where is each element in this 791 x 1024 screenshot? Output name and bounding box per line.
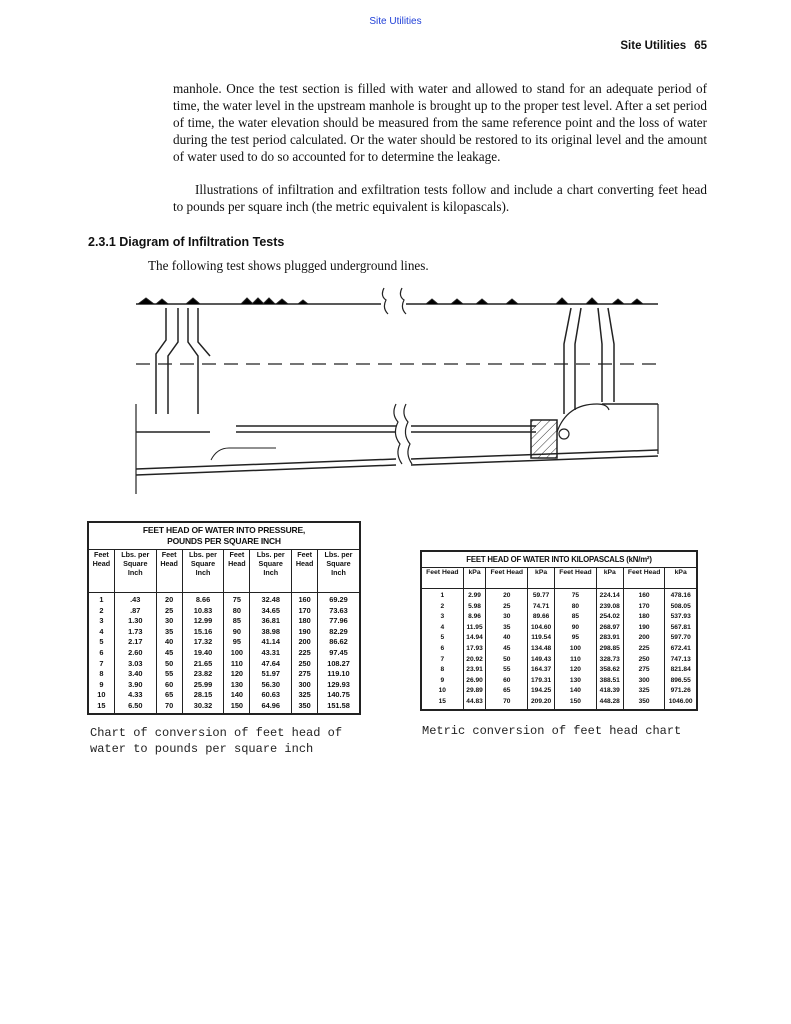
kpa-head-value: 4 <box>440 623 445 631</box>
psi-head-value: 3 <box>99 616 104 626</box>
kpa-value-value: 59.77 <box>532 592 550 599</box>
kpa-value-value: 14.94 <box>466 634 483 642</box>
psi-value-value: 56.30 <box>261 679 280 689</box>
kpa-value-value: 971.26 <box>670 687 691 695</box>
psi-head-value: 60 <box>165 679 174 689</box>
psi-head-value: 110 <box>230 658 243 668</box>
psi-head-value: 25 <box>165 605 174 615</box>
psi-value-value: 32.48 <box>261 595 280 604</box>
kpa-conversion-table <box>420 550 698 711</box>
kpa-head-value: 6 <box>440 644 445 652</box>
psi-head-col-1: Feet Head <box>88 550 114 593</box>
running-header <box>620 40 707 52</box>
kpa-head-value: 275 <box>638 666 650 674</box>
psi-value-value: 43.31 <box>261 647 280 657</box>
kpa-value-value: 298.85 <box>599 644 620 652</box>
kpa-head-col-3: Feet Head <box>555 568 597 589</box>
kpa-head-value: 140 <box>569 687 581 695</box>
psi-value-col-2: Lbs. per Square Inch <box>182 550 224 593</box>
psi-value-value: 82.29 <box>329 626 348 636</box>
break-lines <box>382 288 412 464</box>
psi-head-value: 100 <box>230 647 244 657</box>
psi-head-value: 130 <box>230 679 244 689</box>
kpa-head-value: 300 <box>638 676 650 684</box>
kpa-value-value: 29.89 <box>466 687 483 695</box>
kpa-head-value: 9 <box>440 676 445 684</box>
kpa-head-value: 180 <box>638 613 650 621</box>
psi-table-body-row <box>88 593 360 714</box>
psi-value-value: 10.83 <box>193 605 213 615</box>
test-plug <box>531 420 557 458</box>
psi-value-value: 8.66 <box>195 595 211 604</box>
kpa-value-value: 388.51 <box>599 676 620 684</box>
kpa-value-value: 11.95 <box>466 623 483 631</box>
psi-value-value: 21.65 <box>193 658 213 668</box>
psi-value-value: 97.45 <box>329 647 348 657</box>
kpa-value-value: 358.62 <box>599 666 620 674</box>
psi-value-value: 15.16 <box>193 626 213 636</box>
pipe-water <box>211 448 276 460</box>
kpa-head-col-2: Feet Head <box>486 568 528 589</box>
kpa-value-value: 821.84 <box>670 666 691 674</box>
psi-head-cell-4 <box>292 593 318 714</box>
psi-value-value: 73.63 <box>329 605 348 615</box>
psi-value-value: 25.99 <box>193 679 213 689</box>
top-link-site-utilities[interactable]: Site Utilities <box>369 16 422 27</box>
kpa-head-value: 80 <box>571 602 580 610</box>
kpa-head-value: 8 <box>440 666 445 674</box>
page-number: 65 <box>694 40 707 52</box>
psi-head-value: 30 <box>165 616 174 626</box>
psi-head-value: 120 <box>230 669 244 679</box>
psi-head-value: 55 <box>165 669 174 679</box>
psi-head-value: 170 <box>298 605 311 615</box>
kpa-head-value: 325 <box>638 687 650 695</box>
kpa-value-value: 194.25 <box>531 687 552 695</box>
psi-value-col-1: Lbs. per Square Inch <box>114 550 156 593</box>
kpa-table-header-row <box>421 568 697 589</box>
kpa-head-value: 225 <box>638 644 650 652</box>
kpa-value-value: 17.93 <box>466 644 483 652</box>
kpa-value-value: 134.48 <box>531 644 552 652</box>
kpa-head-value: 190 <box>638 623 650 631</box>
kpa-value-value: 418.39 <box>599 687 620 695</box>
upstream-manhole <box>156 308 210 414</box>
psi-head-value: 6 <box>99 647 104 657</box>
psi-value-cell-1 <box>114 593 156 714</box>
psi-value-value: 34.65 <box>261 605 280 615</box>
psi-head-value: 95 <box>232 637 241 647</box>
kpa-value-value: 119.54 <box>531 634 551 642</box>
kpa-value-value: 672.41 <box>670 644 691 652</box>
kpa-head-value: 35 <box>503 623 511 631</box>
psi-value-value: 6.50 <box>128 700 143 710</box>
kpa-head-value: 7 <box>440 655 445 663</box>
kpa-value-cell-3 <box>596 589 623 710</box>
psi-head-col-3: Feet Head <box>224 550 250 593</box>
psi-head-value: 1 <box>99 595 104 604</box>
kpa-head-value: 120 <box>569 666 581 674</box>
psi-value-value: 69.29 <box>329 595 348 604</box>
kpa-head-cell-1 <box>421 589 463 710</box>
kpa-value-value: 224.14 <box>599 592 620 599</box>
kpa-head-cell-2 <box>486 589 528 710</box>
kpa-head-value: 55 <box>503 666 511 674</box>
kpa-head-value: 350 <box>638 697 650 705</box>
kpa-value-col-2: kPa <box>528 568 555 589</box>
psi-value-value: .43 <box>130 595 141 604</box>
test-hose <box>557 404 609 432</box>
psi-value-cell-2 <box>182 593 224 714</box>
psi-head-value: 300 <box>298 679 311 689</box>
psi-value-value: 151.58 <box>327 700 350 710</box>
psi-conversion-table <box>87 521 361 715</box>
kpa-head-value: 2 <box>440 602 445 610</box>
kpa-head-value: 10 <box>438 687 446 695</box>
psi-head-value: 65 <box>165 690 174 700</box>
psi-value-value: 30.32 <box>193 700 213 710</box>
kpa-value-cell-4 <box>665 589 697 710</box>
paragraph-2: Illustrations of infiltration and exfiltration tests follow and include a chart converting feet head to pounds per square inch (the metric equivalent is kilopascals). <box>173 182 707 214</box>
psi-value-value: 38.98 <box>261 626 280 636</box>
kpa-head-value: 85 <box>571 613 580 621</box>
psi-value-value: 17.32 <box>193 637 213 647</box>
kpa-value-value: 239.08 <box>599 602 620 610</box>
psi-value-value: 41.14 <box>261 637 280 647</box>
kpa-head-value: 45 <box>503 644 511 652</box>
psi-value-col-4: Lbs. per Square Inch <box>318 550 360 593</box>
psi-value-value: 36.81 <box>261 616 280 626</box>
kpa-value-value: 747.13 <box>670 655 691 663</box>
kpa-head-value: 200 <box>638 634 650 642</box>
kpa-head-value: 15 <box>438 697 446 705</box>
psi-value-value: 2.17 <box>128 637 143 647</box>
psi-value-value: 64.96 <box>261 700 280 710</box>
kpa-value-value: 537.93 <box>670 613 691 621</box>
kpa-head-value: 150 <box>569 697 581 705</box>
psi-head-value: 20 <box>165 595 174 604</box>
kpa-head-value: 95 <box>571 634 580 642</box>
psi-value-value: 12.99 <box>193 616 213 626</box>
psi-head-value: 150 <box>230 700 244 710</box>
psi-head-value: 9 <box>99 679 104 689</box>
psi-head-value: 190 <box>298 626 311 636</box>
kpa-head-value: 3 <box>440 613 445 621</box>
paragraph-1: manhole. Once the test section is filled with water and allowed to stand for an adequate period of time, the water level in the upstream manhole is brought up to the proper test level. After a set period of time, the water elevation should be measured from the same reference point and the loss of water during the test period calculated. Or the water should be restored to its original level and the amount of water used to do so accounted for to determine the leakage. <box>173 81 707 164</box>
kpa-head-value: 70 <box>503 697 511 705</box>
psi-value-value: 1.30 <box>128 616 143 626</box>
kpa-value-value: 23.91 <box>466 666 483 674</box>
psi-head-value: 35 <box>165 626 174 636</box>
psi-table-header-row <box>88 550 360 593</box>
psi-value-value: .87 <box>130 605 141 615</box>
kpa-head-value: 20 <box>503 592 511 599</box>
kpa-head-value: 160 <box>638 592 650 599</box>
psi-head-value: 160 <box>298 595 311 604</box>
kpa-value-value: 20.92 <box>466 655 483 663</box>
psi-value-col-3: Lbs. per Square Inch <box>250 550 292 593</box>
psi-head-value: 200 <box>298 637 311 647</box>
psi-value-value: 23.82 <box>193 669 213 679</box>
kpa-head-value: 250 <box>638 655 650 663</box>
psi-value-value: 19.40 <box>193 647 213 657</box>
psi-head-value: 50 <box>165 658 174 668</box>
kpa-value-value: 283.91 <box>599 634 620 642</box>
kpa-value-value: 508.05 <box>670 602 691 610</box>
infiltration-test-diagram <box>126 284 666 496</box>
kpa-head-value: 75 <box>571 592 580 599</box>
kpa-value-value: 254.02 <box>599 613 620 621</box>
downstream-manhole <box>564 308 614 414</box>
psi-value-cell-4 <box>318 593 360 714</box>
running-title: Site Utilities <box>620 40 687 52</box>
kpa-value-col-4: kPa <box>665 568 697 589</box>
psi-head-cell-2 <box>156 593 182 714</box>
kpa-value-value: 44.83 <box>466 697 483 705</box>
kpa-head-value: 100 <box>569 644 581 652</box>
psi-table-title: FEET HEAD OF WATER INTO PRESSURE, POUNDS PER SQUARE INCH <box>88 522 360 550</box>
kpa-head-value: 40 <box>503 634 511 642</box>
kpa-value-cell-2 <box>528 589 555 710</box>
kpa-head-col-1: Feet Head <box>421 568 463 589</box>
psi-head-value: 10 <box>97 690 106 700</box>
kpa-table-caption: Metric conversion of feet head chart <box>422 724 682 738</box>
soil-marks <box>138 298 643 304</box>
psi-value-value: 28.15 <box>193 690 213 700</box>
psi-value-value: 108.27 <box>327 658 350 668</box>
psi-head-value: 4 <box>99 626 104 636</box>
psi-value-value: 3.90 <box>128 679 143 689</box>
kpa-head-value: 60 <box>503 676 511 684</box>
kpa-head-cell-4 <box>623 589 665 710</box>
kpa-table-body-row <box>421 589 697 710</box>
psi-value-value: 4.33 <box>128 690 143 700</box>
kpa-value-value: 567.81 <box>670 623 691 631</box>
kpa-head-value: 90 <box>571 623 580 631</box>
section-intro: The following test shows plugged underground lines. <box>148 258 429 273</box>
psi-head-value: 250 <box>298 658 311 668</box>
kpa-value-value: 179.31 <box>531 676 552 684</box>
kpa-value-value: 74.71 <box>532 602 550 610</box>
psi-head-value: 75 <box>232 595 241 604</box>
kpa-table-title: FEET HEAD OF WATER INTO KILOPASCALS (kN/m²) <box>421 551 697 568</box>
kpa-value-value: 268.97 <box>599 623 620 631</box>
psi-value-cell-3 <box>250 593 292 714</box>
kpa-value-value: 209.20 <box>531 697 552 705</box>
kpa-value-value: 478.16 <box>670 592 691 599</box>
kpa-value-col-1: kPa <box>463 568 486 589</box>
psi-head-value: 85 <box>232 616 241 626</box>
psi-head-value: 5 <box>99 637 104 647</box>
psi-head-value: 225 <box>298 647 311 657</box>
kpa-value-value: 2.99 <box>468 592 481 599</box>
kpa-value-value: 8.96 <box>468 613 481 621</box>
kpa-head-value: 50 <box>503 655 511 663</box>
psi-value-value: 47.64 <box>261 658 280 668</box>
psi-head-col-2: Feet Head <box>156 550 182 593</box>
kpa-head-value: 5 <box>440 634 445 642</box>
psi-value-value: 86.62 <box>329 637 348 647</box>
kpa-value-value: 26.90 <box>466 676 483 684</box>
kpa-head-col-4: Feet Head <box>623 568 665 589</box>
psi-value-value: 3.40 <box>128 669 143 679</box>
psi-value-value: 140.75 <box>327 690 350 700</box>
kpa-value-value: 104.60 <box>531 623 552 631</box>
psi-head-col-4: Feet Head <box>292 550 318 593</box>
psi-value-value: 51.97 <box>261 669 280 679</box>
psi-head-value: 90 <box>232 626 241 636</box>
psi-head-value: 325 <box>298 690 311 700</box>
psi-head-value: 180 <box>298 616 311 626</box>
kpa-value-value: 149.43 <box>531 655 552 663</box>
psi-table-caption: Chart of conversion of feet head of water to pounds per square inch <box>90 726 343 756</box>
psi-value-value: 129.93 <box>327 679 350 689</box>
kpa-value-col-3: kPa <box>596 568 623 589</box>
kpa-value-value: 896.55 <box>670 676 691 684</box>
psi-value-value: 60.63 <box>261 690 280 700</box>
kpa-value-value: 328.73 <box>599 655 620 663</box>
kpa-value-value: 1046.00 <box>668 697 693 705</box>
kpa-value-cell-1 <box>463 589 486 710</box>
kpa-head-value: 65 <box>503 687 511 695</box>
psi-head-value: 45 <box>165 647 174 657</box>
psi-head-cell-1 <box>88 593 114 714</box>
kpa-value-value: 164.37 <box>531 666 552 674</box>
kpa-value-value: 597.70 <box>670 634 691 642</box>
psi-head-value: 70 <box>165 700 174 710</box>
kpa-value-value: 89.66 <box>532 613 550 621</box>
kpa-head-value: 30 <box>503 613 511 621</box>
pressure-gauge <box>559 429 569 439</box>
psi-head-value: 80 <box>232 605 241 615</box>
psi-head-value: 350 <box>298 700 311 710</box>
psi-value-value: 2.60 <box>128 647 143 657</box>
psi-head-value: 40 <box>165 637 174 647</box>
psi-head-value: 275 <box>298 669 311 679</box>
psi-head-value: 8 <box>99 669 104 679</box>
kpa-value-value: 5.98 <box>468 602 481 610</box>
kpa-head-cell-3 <box>555 589 597 710</box>
psi-head-value: 15 <box>97 700 106 710</box>
psi-head-cell-3 <box>224 593 250 714</box>
kpa-head-value: 170 <box>638 602 650 610</box>
psi-head-value: 7 <box>99 658 104 668</box>
psi-value-value: 1.73 <box>128 626 143 636</box>
kpa-head-value: 25 <box>503 602 511 610</box>
kpa-head-value: 130 <box>569 676 581 684</box>
psi-value-value: 119.10 <box>327 669 350 679</box>
kpa-value-value: 448.28 <box>599 697 620 705</box>
kpa-head-value: 1 <box>440 592 445 599</box>
psi-head-value: 140 <box>230 690 244 700</box>
psi-value-value: 77.96 <box>329 616 348 626</box>
psi-head-value: 2 <box>99 605 104 615</box>
section-heading: 2.3.1 Diagram of Infiltration Tests <box>88 235 285 249</box>
kpa-head-value: 110 <box>570 655 581 663</box>
psi-value-value: 3.03 <box>128 658 143 668</box>
